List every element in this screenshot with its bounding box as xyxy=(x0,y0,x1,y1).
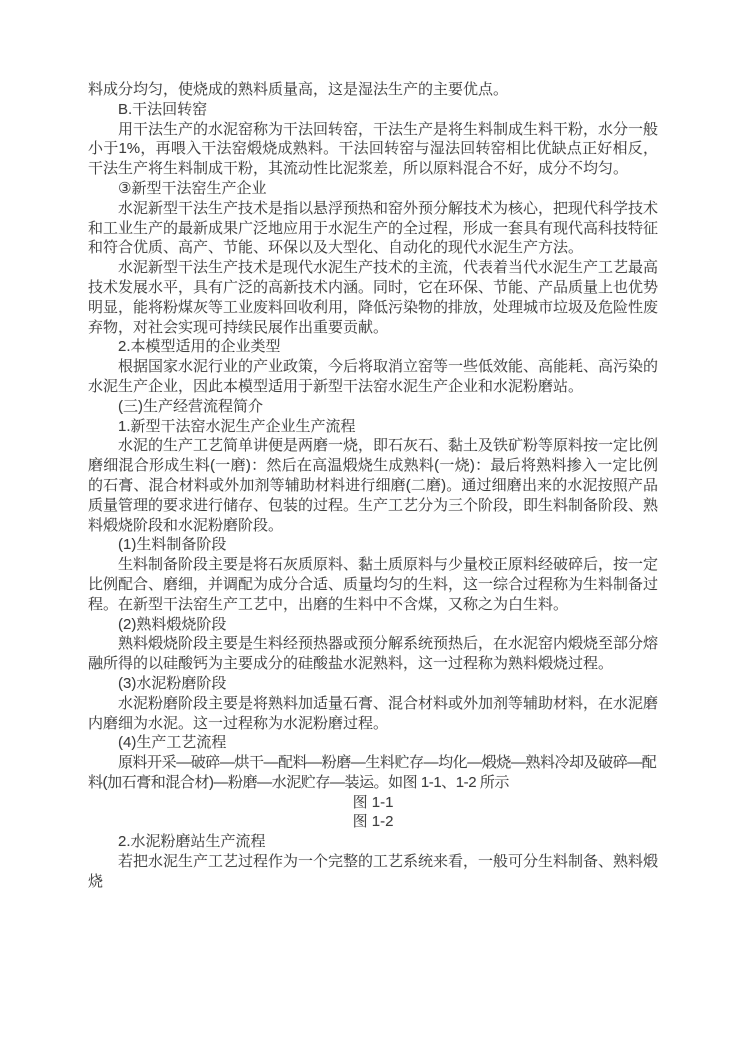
paragraph-two-grind-one-burn: 水泥的生产工艺简单讲便是两磨一烧，即石灰石、黏土及铁矿粉等原料按一定比例磨细混合形成生料(一磨)：然后在高温煅烧生成熟料(一烧)：最后将熟料掺入一定比例的石膏、混合材料或外加剂等辅助材料进行细磨(二磨)。通过细磨出来的水泥按照产品质量管理的要求进行储存、包装的过程。生产工艺分为三个阶段，即生料制备阶段、熟料煅烧阶段和水泥粉磨阶段。 xyxy=(88,437,659,534)
paragraph-complete-process-system: 若把水泥生产工艺过程作为一个完整的工艺系统来看，一般可分生料制备、熟料煅烧 xyxy=(88,853,659,890)
subheading-dry-rotary-kiln: B.干法回转窑 xyxy=(118,100,208,118)
subheading-clinker-stage: (2)熟料煅烧阶段 xyxy=(118,615,227,633)
subheading-process-flow: (4)生产工艺流程 xyxy=(118,734,227,752)
subheading-raw-meal-stage: (1)生料制备阶段 xyxy=(118,536,227,554)
paragraph-industry-policy: 根据国家水泥行业的产业政策，今后将取消立窑等一些低效能、高能耗、高污染的水泥生产企业，因此本模型适用于新型干法窑水泥生产企业和水泥粉磨站。 xyxy=(88,358,659,395)
paragraph-raw-meal-stage: 生料制备阶段主要是将石灰质原料、黏土质原料与少量校正原料经破碎后，按一定比例配合、磨细，并调配为成分合适、质量均匀的生料，这一综合过程称为生料制备过程。在新型干法窑生产工艺中，出磨的生料中不含煤，又称之为白生料。 xyxy=(88,556,659,613)
subheading-production-process-intro: (三)生产经营流程简介 xyxy=(118,397,263,415)
figure-caption-1-1: 图 1-1 xyxy=(352,793,394,811)
subheading-new-dry-kiln-flow: 1.新型干法窑水泥生产企业生产流程 xyxy=(118,417,356,435)
paragraph-new-dry-technology: 水泥新型干法生产技术是指以悬浮预热和窑外预分解技术为核心，把现代科学技术和工业生产的最新成果广泛地应用于水泥生产的全过程，形成一套具有现代高科技特征和符合优质、高产、节能、环保以及大型化、自动化的现代水泥生产方法。 xyxy=(88,199,659,257)
paragraph-continuation: 料成分均匀，使烧成的熟料质量高，这是湿法生产的主要优点。 xyxy=(88,81,509,98)
document-content xyxy=(88,80,658,892)
process-flow-line-1: 原料开采—破碎—烘干—配料—粉磨—生料贮存—均化—煅烧—熟料冷却及破碎—配 xyxy=(118,754,657,772)
paragraph-technology-mainstream: 水泥新型干法生产技术是现代水泥生产技术的主流，代表着当代水泥生产工艺最高技术发展水平，具有广泛的高新技术内涵。同时，它在环保、节能、产品质量上也优势明显，能将粉煤灰等工业废料回收利用，降低污染物的排放，处理城市垃圾及危险性废弃物，对社会实现可持续民展作出重要贡献。 xyxy=(88,259,659,336)
paragraph-dry-process: 用干法生产的水泥窑称为干法回转窑，干法生产是将生料制成生料干粉，水分一般小于1%，再喂入干法窑煅烧成熟料。干法回转窑与湿法回转窑相比优缺点正好相反，干法生产将生料制成干粉，其流动性比泥浆差，所以原料混合不好，成分不均匀。 xyxy=(88,120,659,178)
paragraph-clinker-stage: 熟料煅烧阶段主要是生料经预热器或预分解系统预热后，在水泥窑内煅烧至部分熔融所得的以硅酸钙为主要成分的硅酸盐水泥熟料，这一过程称为熟料煅烧过程。 xyxy=(88,635,659,673)
subheading-grinding-station-flow: 2.水泥粉磨站生产流程 xyxy=(118,833,266,851)
subheading-applicable-enterprise-types: 2.本模型适用的企业类型 xyxy=(118,338,281,356)
paragraph-cement-grinding-stage: 水泥粉磨阶段主要是将熟料加适量石膏、混合材料或外加剂等辅助材料，在水泥磨内磨细为水泥。这一过程称为水泥粉磨过程。 xyxy=(88,694,659,732)
subheading-new-dry-kiln-enterprise: ③新型干法窑生产企业 xyxy=(118,179,267,197)
figure-caption-1-2: 图 1-2 xyxy=(352,813,394,831)
process-flow-line-2: 料(加石膏和混合材)—粉磨—水泥贮存—装运。如图 1-1、1-2 所示 xyxy=(88,773,509,791)
subheading-cement-grinding-stage: (3)水泥粉磨阶段 xyxy=(118,674,227,692)
